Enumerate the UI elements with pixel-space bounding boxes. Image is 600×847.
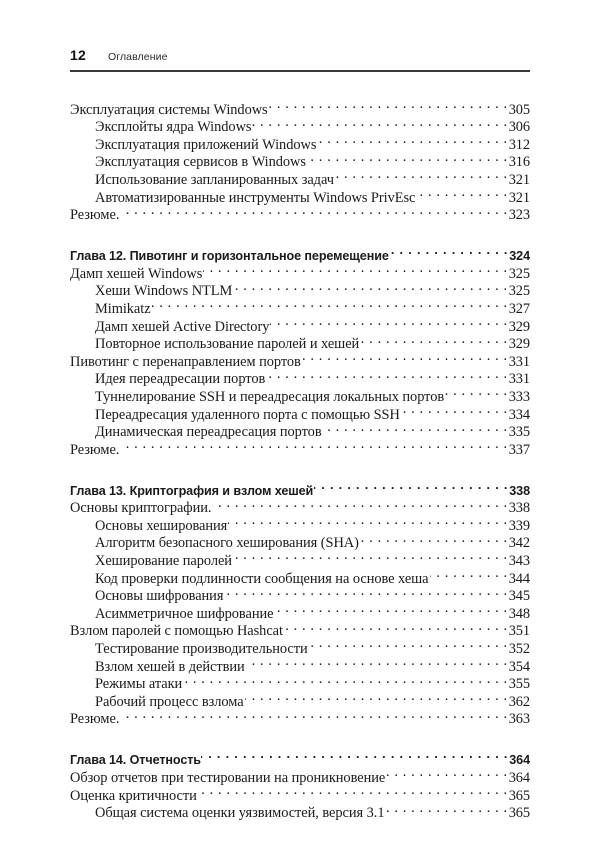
dot-leader [203, 260, 507, 278]
dot-leader [212, 495, 507, 513]
toc-entry-page-number: 352 [508, 641, 530, 658]
toc-entry-page-number: 324 [509, 249, 530, 264]
toc-entry-label: Взлом хешей в действии [95, 658, 245, 675]
toc-entry-label: Хеширование паролей [95, 553, 232, 570]
toc-entry-page-number: 331 [508, 371, 530, 388]
dot-leader [416, 184, 507, 202]
header-title: Оглавление [107, 51, 168, 63]
dot-leader [198, 782, 508, 800]
toc-entry-label: Асимметричное шифрование [95, 605, 274, 622]
toc-entry-page-number: 325 [508, 283, 530, 300]
toc-entry-page-number: 354 [508, 658, 530, 675]
toc-entry-label: Дамп хешей Active Directory [95, 318, 270, 335]
toc-entry-page-number: 348 [508, 605, 530, 622]
toc-entry-page-number: 305 [508, 101, 530, 118]
toc-entry-label: Повторное использование паролей и хешей [95, 336, 360, 353]
toc-entry-label: Динамическая переадресация портов [95, 424, 322, 441]
dot-leader [269, 96, 508, 114]
toc-entry-page-number: 363 [508, 711, 530, 728]
dot-leader [233, 278, 507, 296]
dot-leader [430, 565, 508, 583]
toc-entry-page-number: 316 [508, 154, 530, 171]
toc-entry-page-number: 337 [508, 441, 530, 458]
dot-leader [445, 383, 508, 401]
dot-leader [317, 131, 507, 149]
toc-chapter-row[interactable] [70, 476, 530, 498]
running-header [70, 47, 530, 63]
dot-leader [360, 331, 508, 349]
toc-entry-label: Рабочий процесс взлома [95, 693, 244, 710]
dot-leader [335, 166, 508, 184]
dot-leader [323, 419, 508, 437]
toc-entry-label: Оценка критичности [70, 787, 197, 804]
toc-entry-label: Резюме. [70, 207, 120, 224]
toc-entry-page-number: 355 [508, 676, 530, 693]
toc-entry-label: Mimikatz [95, 300, 151, 317]
toc-entry-page-number: 342 [508, 535, 530, 552]
toc-entry-page-number: 365 [508, 805, 530, 822]
toc-entry-page-number: 365 [508, 787, 530, 804]
toc-entry-label: Резюме. [70, 441, 120, 458]
dot-leader [245, 688, 508, 706]
toc-entry-label: Дамп хешей Windows [70, 265, 203, 282]
toc-chapter-row[interactable] [70, 241, 530, 264]
toc-entry-label: Автоматизированные инструменты Windows PrivEsc [95, 189, 416, 206]
toc-entry-page-number: 362 [508, 693, 530, 710]
toc-entry-label: Основы хеширования [95, 517, 228, 534]
toc-entry-label: Эксплуатация приложений Windows [95, 136, 317, 153]
toc-entry-label: Основы криптографии. [70, 500, 212, 517]
page-folio: 12 [70, 47, 86, 63]
dot-leader [224, 583, 507, 601]
toc-entry-label: Идея переадресации портов [95, 371, 266, 388]
toc-entry-label: Код проверки подлинности сообщения на основе хеша [95, 570, 429, 587]
dot-leader [152, 295, 508, 313]
toc-entry-page-number: 306 [508, 119, 530, 136]
toc-entry-page-number: 339 [508, 517, 530, 534]
toc-entry-page-number: 344 [508, 570, 530, 587]
dot-leader [401, 401, 508, 419]
toc-chapter-row[interactable] [70, 745, 530, 768]
toc-entry-page-number: 345 [508, 588, 530, 605]
toc-entry-label: Общая система оценки уязвимостей, версия 3.1 [95, 805, 385, 822]
toc-entry-label: Режимы атаки [95, 676, 183, 693]
dot-leader [302, 348, 508, 366]
dot-leader [252, 114, 507, 132]
toc-entry-label: Резюме. [70, 711, 120, 728]
dot-leader [314, 476, 508, 495]
toc-entry-label: Пивотинг с перенаправлением портов [70, 353, 301, 370]
dot-leader [183, 671, 508, 689]
dot-leader [309, 635, 508, 653]
toc-entry-label: Алгоритм безопасного хеширования (SHA) [95, 535, 359, 552]
toc-entry-label: Обзор отчетов при тестировании на проникновение [70, 770, 386, 786]
toc-entry-row[interactable] [70, 706, 530, 728]
toc-entry-label: Основы шифрования [95, 588, 224, 605]
dot-leader [270, 313, 507, 331]
dot-leader [360, 530, 508, 548]
toc-entry-page-number: 321 [508, 171, 530, 188]
dot-leader [385, 800, 507, 818]
toc-entry-page-number: 338 [508, 500, 530, 517]
toc-entry-page-number: 325 [508, 265, 530, 282]
header-divider [70, 70, 530, 72]
toc-entry-page-number: 343 [508, 553, 530, 570]
dot-leader [120, 202, 507, 220]
toc-entry-label: Глава 14. Отчетность [70, 753, 201, 768]
toc-entry-label: Хеши Windows NTLM [95, 283, 233, 300]
toc-entry-page-number: 351 [508, 623, 530, 640]
toc-entry-label: Эксплойты ядра Windows [95, 119, 252, 136]
toc-entry-label: Эксплуатация системы Windows [70, 101, 268, 118]
toc-entry-page-number: 323 [508, 207, 530, 224]
toc-entry-row[interactable] [70, 436, 530, 458]
dot-leader [274, 600, 507, 618]
toc-entry-page-number: 335 [508, 424, 530, 441]
toc-entry-label: Переадресация удаленного порта с помощью SSH [95, 406, 400, 423]
toc-entry-page-number: 327 [508, 300, 530, 317]
toc-entry-page-number: 312 [508, 136, 530, 153]
dot-leader [120, 436, 507, 454]
dot-leader [233, 547, 508, 565]
dot-leader [120, 706, 507, 724]
toc-entry-label: Использование запланированных задач [95, 171, 334, 188]
dot-leader [201, 745, 508, 764]
dot-leader [246, 653, 508, 671]
toc-entry-label: Тестирование производительности [95, 641, 308, 658]
toc-entry-page-number: 364 [509, 753, 530, 768]
toc-entry-page-number: 321 [508, 189, 530, 206]
toc-entry-page-number: 331 [508, 353, 530, 370]
table-of-contents [70, 96, 530, 822]
toc-entry-row[interactable] [70, 202, 530, 224]
dot-leader [307, 149, 508, 167]
toc-entry-page-number: 338 [509, 483, 530, 498]
toc-entry-row[interactable] [70, 96, 530, 118]
toc-entry-label: Глава 12. Пивотинг и горизонтальное перемещение [70, 249, 389, 264]
dot-leader [266, 366, 507, 384]
toc-entry-page-number: 364 [508, 770, 530, 786]
toc-entry-page-number: 329 [508, 318, 530, 335]
dot-leader [284, 618, 508, 636]
toc-entry-page-number: 329 [508, 336, 530, 353]
toc-entry-label: Туннелирование SSH и переадресация локальных портов [95, 388, 445, 405]
toc-entry-page-number: 334 [508, 406, 530, 423]
toc-entry-label: Глава 13. Криптография и взлом хешей [70, 483, 314, 498]
toc-entry-label: Взлом паролей с помощью Hashcat [70, 623, 283, 640]
dot-leader [228, 512, 507, 530]
toc-entry-page-number: 333 [508, 388, 530, 405]
dot-leader [390, 241, 509, 260]
toc-entry-label: Эксплуатация сервисов в Windows [95, 154, 306, 171]
dot-leader [386, 764, 507, 782]
